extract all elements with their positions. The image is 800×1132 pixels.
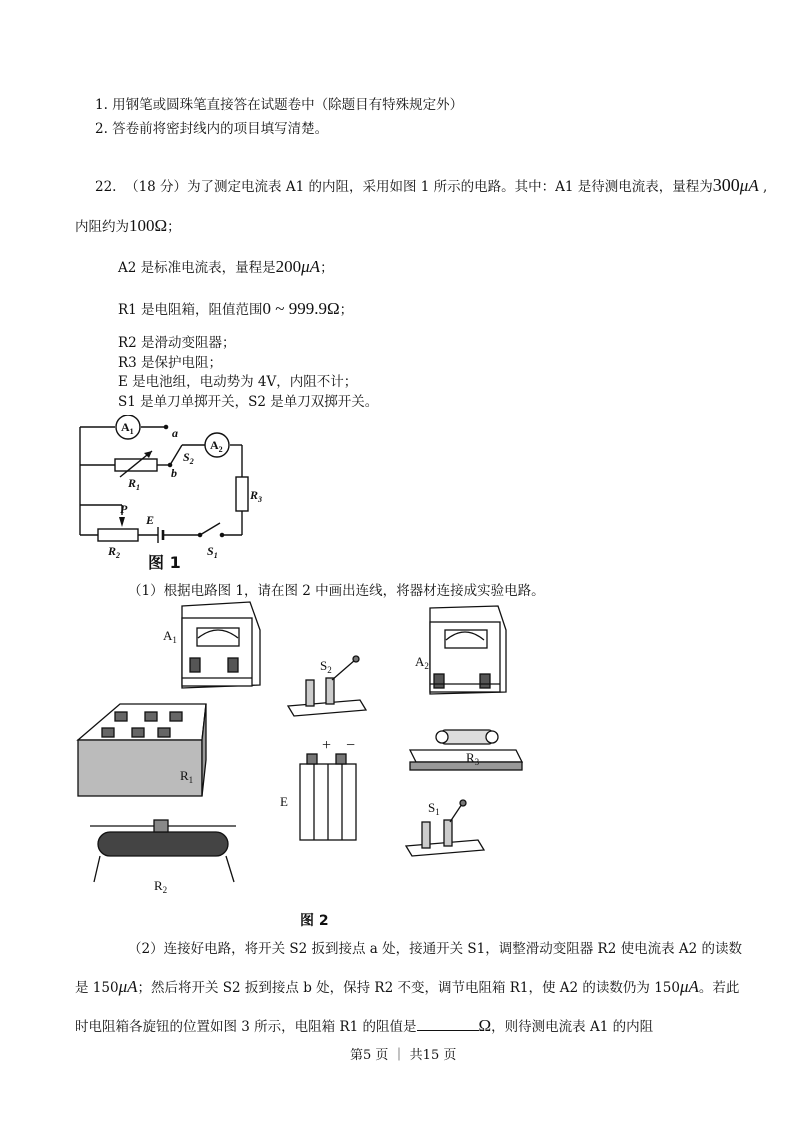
instruction-1: 1. 用钢笔或圆珠笔直接答在试题卷中（除题目有特殊规定外）	[95, 97, 464, 113]
a2-range-unit: μA	[301, 257, 321, 276]
part-2-line-3	[75, 1016, 653, 1036]
fig1-r2-sub: 2	[116, 551, 121, 560]
part-2-line-3b: ，则待测电流表 A1 的内阻	[491, 1019, 654, 1035]
fig2-a2-label: A	[415, 654, 425, 669]
page-footer: 第5 页 ｜ 共15 页	[350, 1048, 457, 1063]
component-r1	[118, 300, 353, 319]
fig1-r1-sub: 1	[136, 483, 141, 492]
fig1-b-label: b	[171, 466, 177, 480]
fig2-r1-label: R	[180, 768, 189, 783]
fig1-s1-label: S	[207, 544, 214, 558]
figure-2-caption: 图 2	[300, 913, 329, 929]
semicolon: ；	[339, 302, 354, 318]
svg-text:A1	[163, 628, 177, 645]
fig2-battery-e	[300, 754, 356, 840]
part-2-line-2b: ；然后将开关 S2 扳到接点 b 处，保持 R2 不变，调节电阻箱 R1，使 A2 的读数仍为 150	[137, 980, 680, 996]
question-intro-line2	[75, 217, 181, 236]
instruction-2: 2. 答卷前将密封线内的项目填写清楚。	[95, 121, 329, 137]
figure-1-caption: 图 1	[148, 553, 181, 572]
svg-text:R2	[154, 878, 167, 895]
svg-text:S2	[183, 450, 194, 466]
fig1-s2-label: S	[183, 450, 190, 464]
fig2-rheostat-r2	[90, 820, 236, 882]
intro-line2-text: 内阻约为	[75, 219, 129, 235]
fig2-r3-label: R	[466, 750, 475, 765]
fig2-a1-label: A	[163, 628, 173, 643]
fig2-r1-sub: 1	[188, 775, 194, 785]
fig1-s2-sub: 2	[189, 457, 194, 466]
part-2-line-3a: 时电阻箱各旋钮的位置如图 3 所示，电阻箱 R1 的阻值是	[75, 1019, 417, 1035]
fig2-plus-label: +	[322, 737, 332, 754]
svg-text:A2	[415, 654, 429, 671]
a1-range-unit: μA	[739, 176, 759, 195]
fig1-r3-label: R	[250, 488, 259, 502]
fig2-r2-label: R	[154, 878, 163, 893]
fig2-a2-sub: 2	[424, 661, 429, 671]
r1-range: 0 ~ 999.9Ω	[262, 299, 340, 318]
fig1-r2-label: R	[108, 544, 117, 558]
semicolon: ；	[320, 260, 334, 276]
question-number: 22.	[95, 179, 117, 195]
component-r3: R3 是保护电阻；	[118, 355, 223, 371]
a2-text: A2 是标准电流表，量程是	[118, 260, 276, 276]
part-1-text: （1）根据电路图 1，请在图 2 中画出连线，将器材连接成实验电路。	[128, 583, 545, 599]
a1-range-number: 300	[712, 175, 740, 195]
a2-range-number: 200	[275, 257, 302, 276]
fig2-s1-label: S	[428, 800, 436, 815]
part-2-unit: μA	[118, 977, 138, 996]
fig1-a-label: a	[172, 426, 178, 440]
question-score: （18 分）	[125, 179, 188, 195]
figure-2-apparatus	[70, 600, 550, 900]
fig1-r3-sub: 3	[258, 495, 263, 504]
part-2-line-1: （2）连接好电路，将开关 S2 扳到接点 a 处，接通开关 S1，调整滑动变阻器 R2 使电流表 A2 的读数	[128, 941, 743, 957]
svg-text:R3	[249, 488, 262, 504]
fig2-e-label: E	[280, 794, 288, 809]
fig2-s2-sub: 2	[327, 665, 332, 675]
fig1-e-label: E	[146, 513, 155, 527]
fig2-switch-s1	[406, 800, 484, 856]
part-2-line-2c: 。若此	[698, 980, 740, 996]
fig1-a2-label: A	[210, 438, 219, 452]
part-2-line-2	[75, 978, 739, 997]
part-2-unit: μA	[680, 977, 699, 996]
component-r2: R2 是滑动变阻器；	[118, 335, 236, 351]
question-intro-text: 为了测定电流表 A1 的内阻，采用如图 1 所示的电路。其中：A1 是待测电流表，量程为	[187, 179, 713, 195]
component-e: E 是电池组，电动势为 4V，内阻不计；	[118, 374, 358, 390]
component-switches: S1 是单刀单掷开关，S2 是单刀双掷开关。	[118, 394, 379, 410]
svg-text:S1	[207, 544, 218, 560]
question-intro: 22. （18 分）为了测定电流表 A1 的内阻，采用如图 1 所示的电路。其中：A1 是待测电流表，量程为300μA ,	[95, 175, 768, 195]
fig2-ammeter-a2	[430, 606, 506, 694]
a1-resistance: 100Ω	[129, 216, 168, 235]
fig1-r1-label: R	[128, 476, 137, 490]
fig1-s1-sub: 1	[213, 551, 218, 560]
fig2-a1-sub: 1	[172, 635, 177, 645]
fig1-a1-label: A	[121, 420, 130, 434]
fig2-minus-label: −	[346, 737, 356, 754]
fig2-s1-sub: 1	[435, 807, 440, 817]
part-2-ohm: Ω	[478, 1016, 492, 1035]
fig2-r2-sub: 2	[162, 885, 168, 895]
svg-text:R1	[127, 476, 140, 492]
r1-text: R1 是电阻箱，阻值范围	[118, 302, 263, 318]
fig2-ammeter-a1	[182, 602, 260, 688]
part-2-line-2a: 是 150	[75, 980, 119, 996]
svg-text:R2	[107, 544, 120, 560]
answer-blank[interactable]	[417, 1016, 479, 1031]
component-a2	[118, 258, 334, 277]
semicolon: ；	[167, 219, 181, 235]
fig1-p-label: P	[120, 502, 128, 516]
fig1-a2-sub: 2	[218, 445, 223, 454]
svg-text:S2	[320, 658, 332, 675]
fig2-s2-label: S	[320, 658, 328, 673]
fig1-a1-sub: 1	[129, 427, 134, 436]
fig2-r3-sub: 3	[474, 757, 480, 767]
svg-text:S1	[428, 800, 440, 817]
